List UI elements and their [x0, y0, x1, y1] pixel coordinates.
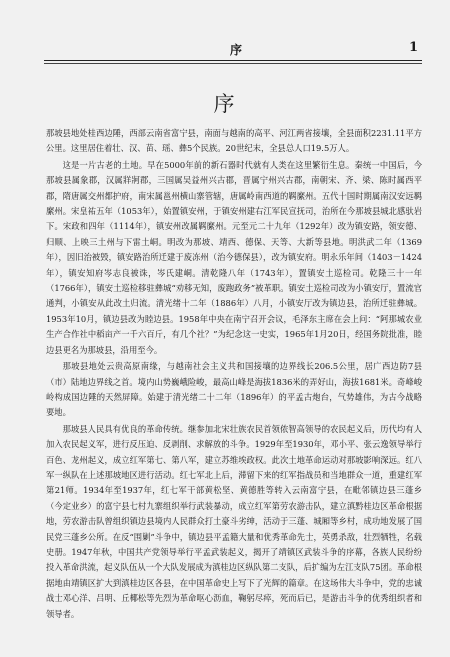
paragraph-1: 那坡县地处桂西边陲，西部云南省富宁县，南面与越南的高平、河江两省接壤，全县面积2231.11平方公里。这里居住着壮、汉、苗、瑶、彝5个民族。20世纪末，全县总人口19.5万人。 [46, 128, 422, 154]
paragraph-3: 那坡县地处云贵高原南缘，与越南社会主义共和国接壤的边界线长206.5公里，居广西边防7县（市）陆地边界线之首。境内山势巍峨险峻，最高山峰是海拔1836米的弄好山，海拔1681米。奇峰峻岭构成国边陲的天然屏障。始建于清光绪二十二年（1896年）的平孟古炮台，气势雄伟，为古今战略要地。 [46, 361, 422, 418]
paragraph-4: 那坡县人民具有优良的革命传统。继参加北宋壮族农民首领侬智高领导的农民起义后，历代均有人加入农民起义军，进行反压迫、反剥削、求解放的斗争。1929年至1930年，邓小平、张云逸领导举行百色、龙州起义，成立红军第七、第八军，建立苏维埃政权。此次土地革命运动对那坡影响深远。红八军一纵队在上述那坡地区进行活动。红七军北上后，滞留下来的红军指战员和当地群众一道，重建红军第21师。1934年至1937年，红七军干部黄松坚、黄德胜等转入云南富宁县，在毗邻镇边县三蓬乡（今定业乡）的富宁县七村九寨组织举行武装暴动，成立红军第劳农游击队，建立滇黔桂边区革命根据地，劳农游击队曾组织镇边县境内人民群众打土豪斗劣绅，活动于三蓬、城厢等乡村，成功地发展了国民党三蓬乡公所。在反“围剿”斗争中，镇边县平孟籍大量和优秀革命先士，英勇杀敌，壮烈牺牲，名载史册。1947年秋，中国共产党领导举行平孟武装起义，揭开了靖镇区武装斗争的序幕，各族人民纷纷投入革命洪流，起义队伍从一个大队发展成为滇桂边区纵队第二支队，后扩编为左江支队75团。革命根据地由靖镇区扩大到滇桂边区各县，在中国革命史上写下了光辉的篇章。在这场伟大斗争中，党的忠诚战士邓心洋、吕明、丘椰松等先烈为革命呕心沥血，鞠躬尽瘁，死而后已，是游击斗争的优秀组织者和领导者。 [46, 423, 422, 619]
header-divider [44, 63, 422, 64]
header-title: 序 [230, 43, 244, 57]
running-header [44, 40, 422, 61]
body-text [46, 126, 422, 623]
chapter-title: 序 [213, 92, 237, 116]
page-number: 1 [408, 40, 418, 55]
paragraph-2: 这是一片古老的土地。早在5000年前的新石器时代就有人类在这里繁衍生息。秦统一中国后，今那坡县属象郡，汉属牂牁郡，三国属吴益州兴古郡，晋属宁州兴古郡，南朝宋、齐、梁、陈时属西平郡，隋唐属交州都护府，南宋属邕州横山寨管辖，唐属岭南西道的羁縻州。五代十国时期属南汉安远羁縻州。宋皇祐五年（1053年），始置镇安州，于镇安州建右江军民宣抚司，治所在今那坡县城北感驮岩下。宋政和四年（1114年），镇安州改属羁縻州。元至元二十九年（1292年）改为镇安路，领安德、归顺、上映三土州与下雷土峒。明改为那坡、靖西、德保、天等、大新等县地。明洪武二年（1369年），因旧治被毁，镇安路治所迁建于废冻州（治今德保县），改为镇安府。明永乐年间（1403－1424年），镇安知府岑志良被诛，岑氏建峒。清乾隆八年（1743年），置镇安土巡检司。乾隆三十一年（1766年），镇安土巡检移驻彝城“劝移无知，废跑政务”被革职。镇安土巡检司改为小镇安厅，置流官通判，小镇安从此改土归流。清光绪十二年（1886年）八月，小镇安厅改为镇边县，治所迁驻彝城。1953年10月，镇边县改为睦边县。1958年中央在南宁召开会议，毛泽东主席在会上问：“阿那城农业生产合作社中稻亩产一千六百斤，有几个社？”为纪念这一史实，1965年1月20日，经国务院批准，睦边县更名为那坡县，沿用至今。 [46, 159, 422, 355]
